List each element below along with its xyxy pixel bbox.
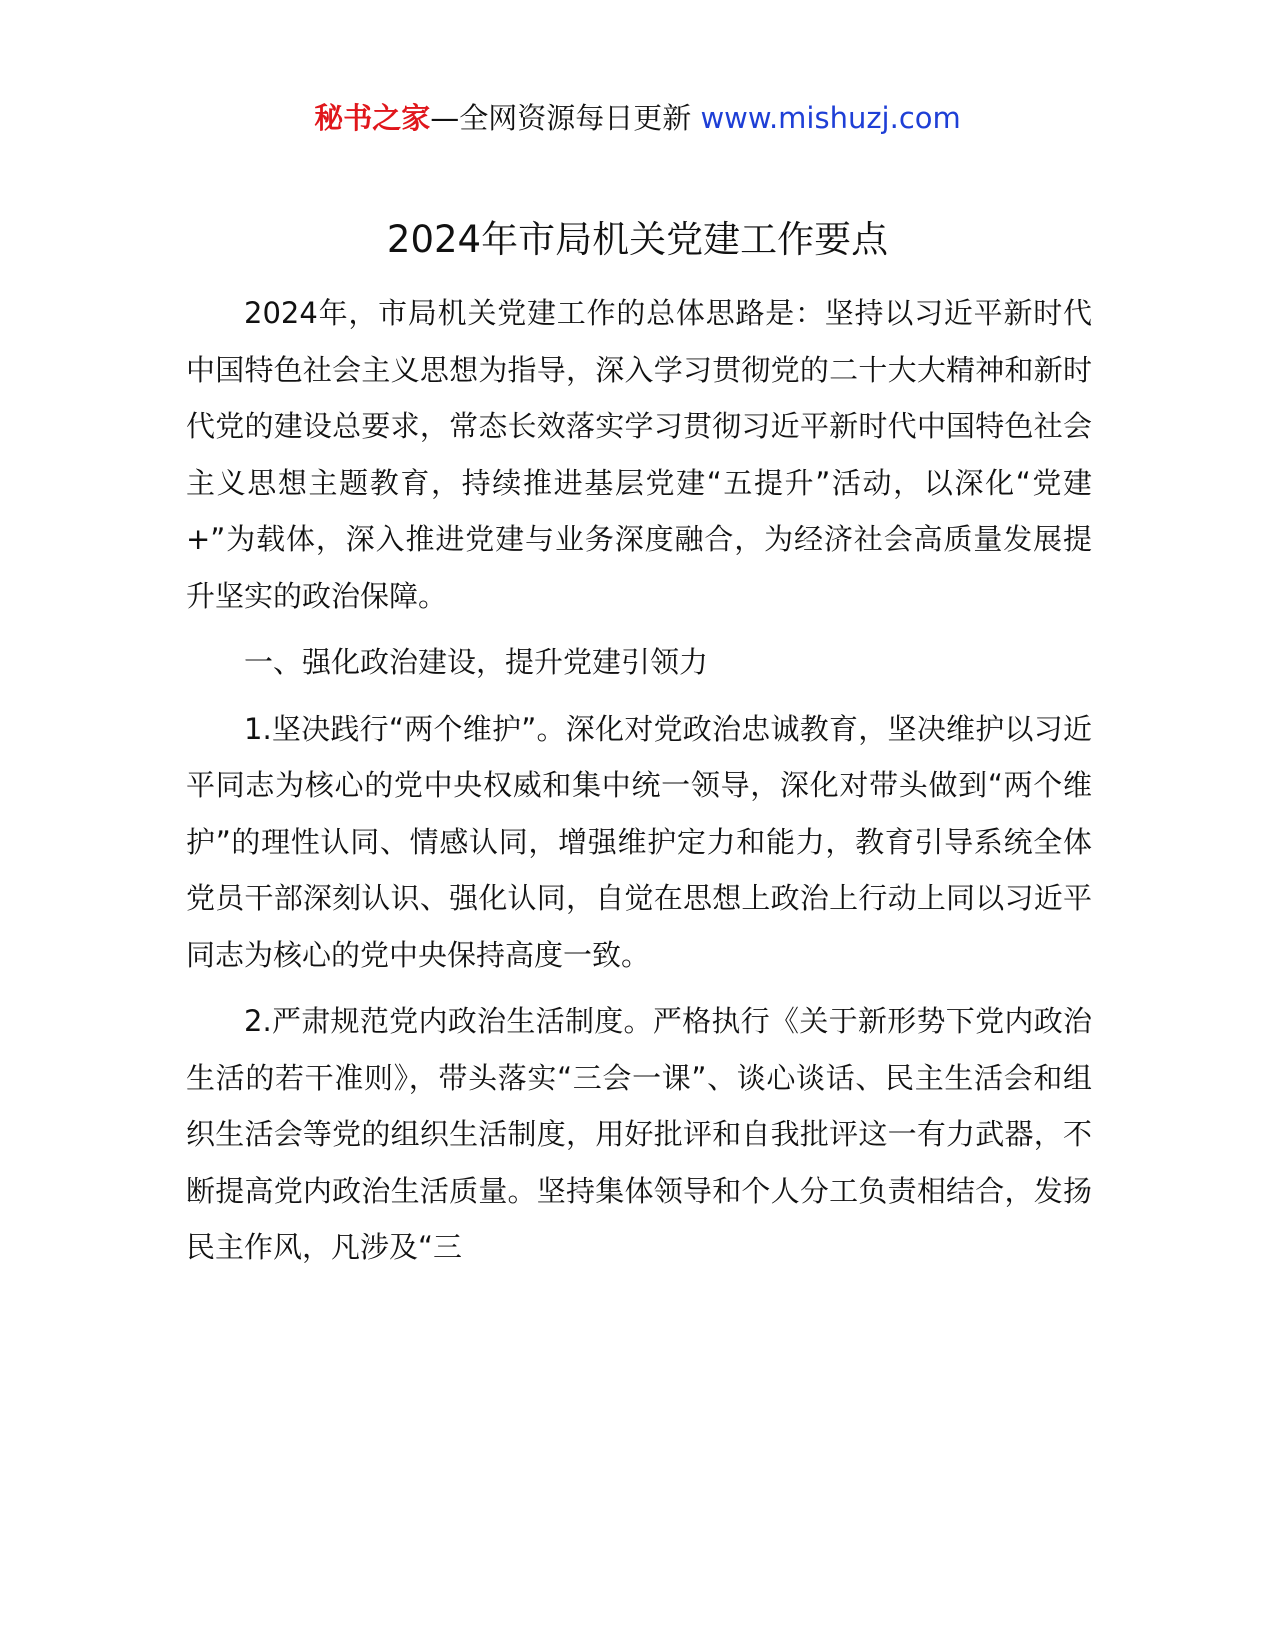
intro-paragraph: 2024年，市局机关党建工作的总体思路是：坚持以习近平新时代中国特色社会主义思想为指导，深入学习贯彻党的二十大大精神和新时代党的建设总要求，常态长效落实学习贯彻习近平新时代中国特色社会主义思想主题教育，持续推进基层党建“五提升”活动，以深化“党建+”为载体，深入推进党建与业务深度融合，为经济社会高质量发展提升坚实的政治保障。 [186,296,1092,613]
document-title: 2024年市局机关党建工作要点 [386,218,889,261]
document-body [186,285,1092,1276]
item-paragraph-2: 2.严肃规范党内政治生活制度。严格执行《关于新形势下党内政治生活的若干准则》，带头落实“三会一课”、谈心谈话、民主生活会和组织生活会等党的组织生活制度，用好批评和自我批评这一有力武器，不断提高党内政治生活质量。坚持集体领导和个人分工负责相结合，发扬民主作风，凡涉及“三 [186,1004,1092,1264]
section-heading-1: 一、强化政治建设，提升党建引领力 [244,645,709,679]
header-tagline: —全网资源每日更新 [430,101,692,135]
site-header [0,98,1275,138]
site-url-link[interactable]: www.mishuzj.com [700,101,961,135]
brand-name: 秘书之家 [314,101,431,135]
item-paragraph-1: 1.坚决践行“两个维护”。深化对党政治忠诚教育，坚决维护以习近平同志为核心的党中央权威和集中统一领导，深化对带头做到“两个维护”的理性认同、情感认同，增强维护定力和能力，教育引导系统全体党员干部深刻认识、强化认同，自觉在思想上政治上行动上同以习近平同志为核心的党中央保持高度一致。 [186,711,1092,972]
